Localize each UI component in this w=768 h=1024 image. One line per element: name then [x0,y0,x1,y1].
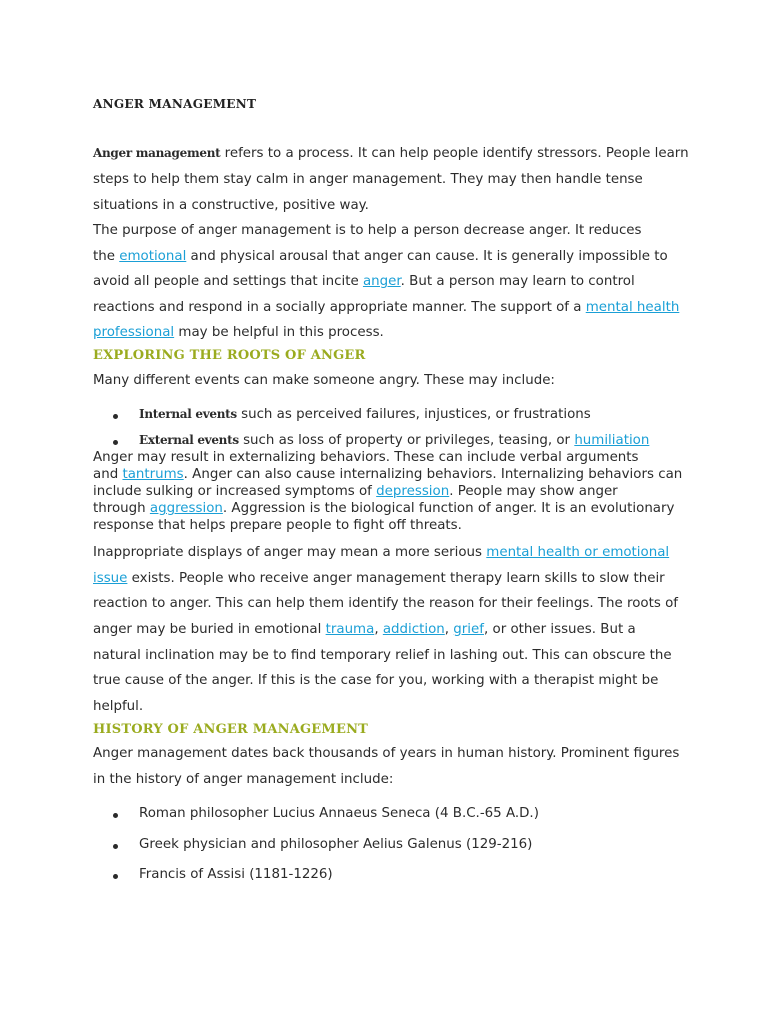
para-text: and [93,467,123,482]
bullet-external-events [139,433,649,448]
intro-line-2: steps to help them stay calm in anger management. They may then handle tense [93,172,643,187]
purpose-line-4 [93,300,679,315]
intro-line-1 [93,146,689,161]
para-text: exists. People who receive anger management therapy learn skills to slow their [127,571,665,586]
link-trauma[interactable]: trauma [325,622,375,637]
section2-line-2: in the history of anger management include: [93,772,394,787]
para-text: , or other issues. But a [483,622,636,637]
section1-para2-line-4 [93,622,636,637]
para-text: Inappropriate displays of anger may mean a more serious [93,545,487,560]
intro-text-1: refers to a process. It can help people identify stressors. People learn [220,146,689,161]
bullet-text: such as loss of property or privileges, teasing, or [238,433,575,448]
bullet-text: such as perceived failures, injustices, or frustrations [236,407,591,422]
bullet-dot [113,844,118,849]
section1-para2-line-1 [93,545,669,560]
para-text: anger may be buried in emotional [93,622,326,637]
purpose-line-3 [93,274,635,289]
para-text: through [93,501,150,516]
section1-para2-line-7: helpful. [93,699,144,714]
purpose-line-5 [93,325,384,340]
para-text: . Aggression is the biological function of anger. It is an evolutionary [222,501,675,516]
bullet-term: External events [139,433,239,447]
section1-para2-line-3: reaction to anger. This can help them identify the reason for their feelings. The roots of [93,596,679,611]
history-bullet-galenus: Greek physician and philosopher Aelius Galenus (129-216) [139,837,533,852]
para-text: . People may show anger [449,484,618,499]
link-depression[interactable]: depression [376,484,450,499]
bullet-term: Internal events [139,407,237,421]
section1-para-line-5: response that helps prepare people to fight off threats. [93,518,462,533]
link-mental-health-emotional-issue-2[interactable]: issue [93,571,128,586]
section1-para2-line-6: true cause of the anger. If this is the case for you, working with a therapist might be [93,673,659,688]
link-aggression[interactable]: aggression [149,501,223,516]
link-grief[interactable]: grief [453,622,484,637]
purpose-text-3b: . But a person may learn to control [400,274,635,289]
purpose-line-2 [93,249,668,264]
para-text: . Anger can also cause internalizing behaviors. Internalizing behaviors can [183,467,683,482]
purpose-text-2a: the [93,249,120,264]
link-mental-health-professional-2[interactable]: professional [93,325,175,340]
purpose-text-5b: may be helpful in this process. [174,325,384,340]
history-bullet-seneca: Roman philosopher Lucius Annaeus Seneca (4 B.C.-65 A.D.) [139,806,539,821]
link-addiction[interactable]: addiction [382,622,445,637]
link-mental-health-professional-1[interactable]: mental health [585,300,680,315]
bullet-dot [113,440,118,445]
section1-para-line-2 [93,467,682,482]
link-humiliation[interactable]: humiliation [574,433,650,448]
intro-term: Anger management [93,146,221,160]
purpose-line-1: The purpose of anger management is to help a person decrease anger. It reduces [93,223,642,238]
section1-para2-line-2 [93,571,665,586]
purpose-text-2b: and physical arousal that anger can cause. It is generally impossible to [186,249,668,264]
section1-para-line-4 [93,501,674,516]
section1-para-line-1: Anger may result in externalizing behaviors. These can include verbal arguments [93,450,639,465]
bullet-internal-events [139,407,591,422]
purpose-text-3a: avoid all people and settings that incite [93,274,363,289]
section1-para-line-3 [93,484,618,499]
para-text: , [374,622,383,637]
link-mental-health-emotional-issue-1[interactable]: mental health or emotional [486,545,670,560]
section1-para2-line-5: natural inclination may be to find temporary relief in lashing out. This can obscure the [93,648,672,663]
bullet-dot [113,813,118,818]
section1-lead: Many different events can make someone angry. These may include: [93,373,555,388]
para-text: , [444,622,454,637]
intro-line-3: situations in a constructive, positive way. [93,198,369,213]
para-text: include sulking or increased symptoms of [93,484,377,499]
bullet-dot [113,874,118,879]
purpose-text-4a: reactions and respond in a socially appropriate manner. The support of a [93,300,586,315]
section2-line-1: Anger management dates back thousands of years in human history. Prominent figures [93,746,680,761]
history-bullet-francis: Francis of Assisi (1181-1226) [139,867,333,882]
link-anger[interactable]: anger [362,274,401,289]
link-emotional[interactable]: emotional [119,249,187,264]
bullet-dot [113,414,118,419]
section-heading-history: HISTORY OF ANGER MANAGEMENT [93,722,369,737]
page-title: ANGER MANAGEMENT [93,97,257,111]
link-tantrums[interactable]: tantrums [122,467,184,482]
section-heading-roots: EXPLORING THE ROOTS OF ANGER [93,348,366,363]
